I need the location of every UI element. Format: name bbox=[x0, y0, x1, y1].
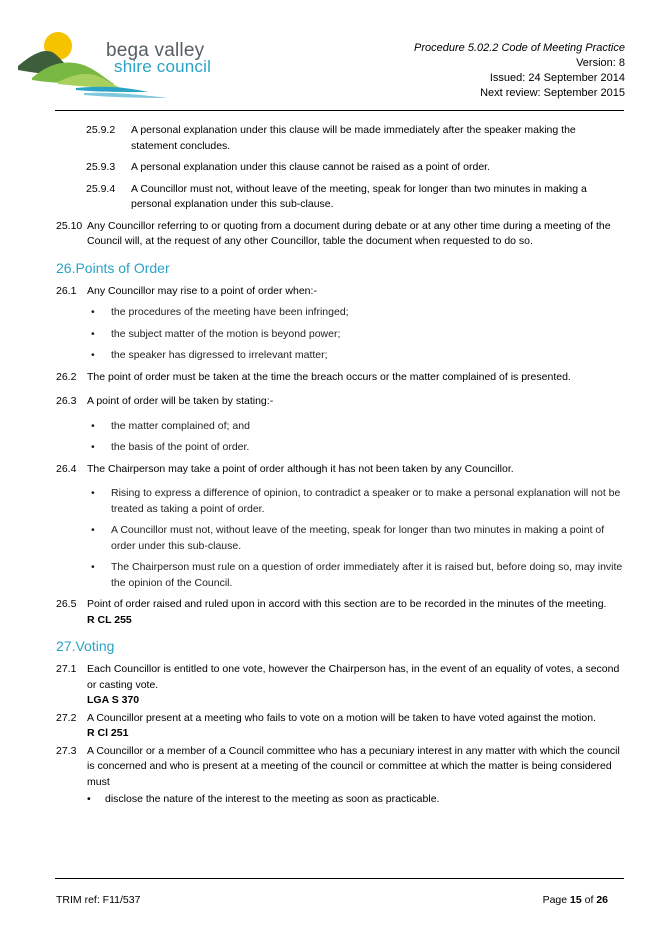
version-label: Version: 8 bbox=[576, 57, 625, 69]
clause-number: 27.3 bbox=[56, 744, 77, 757]
clause-text: A Councillor or a member of a Council committee who has a pecuniary interest in any matter with which the council is concerned and who is present at a meeting of the council or committee at which the matter is being considered must bbox=[87, 744, 620, 788]
page-number bbox=[543, 893, 608, 907]
clause-text: A Councillor must not, without leave of the meeting, speak for longer than two minutes in making a personal explanation under this sub-clause. bbox=[131, 182, 587, 210]
procedure-title: Procedure 5.02.2 Code of Meeting Practice bbox=[414, 42, 625, 54]
clause-number: 26.5 bbox=[56, 598, 77, 610]
header-rule bbox=[55, 110, 624, 111]
clause-27-3 bbox=[56, 744, 624, 791]
clause-text: A Councillor present at a meeting who fails to vote on a motion will be taken to have voted against the motion. bbox=[87, 711, 596, 724]
clause-25-10 bbox=[56, 219, 624, 250]
clause-number: 25.9.2 bbox=[86, 124, 116, 136]
bullet-text: the speaker has digressed to irrelevant matter; bbox=[111, 349, 328, 361]
bullet-text: the basis of the point of order. bbox=[111, 441, 250, 453]
bullet-text: the subject matter of the motion is beyond power; bbox=[111, 327, 341, 340]
clause-text: A personal explanation under this clause will be made immediately after the speaker making the statement concludes. bbox=[131, 124, 576, 152]
bullet-item bbox=[56, 523, 624, 554]
clause-26-2 bbox=[56, 370, 624, 386]
clause-number: 25.9.4 bbox=[86, 182, 116, 195]
bullet-text: the procedures of the meeting have been infringed; bbox=[111, 306, 349, 318]
bullet-item bbox=[56, 440, 624, 456]
clause-25-9-2 bbox=[56, 123, 624, 154]
bullet-text: A Councillor must not, without leave of the meeting, speak for longer than two minutes in making a point of order under this sub-clause. bbox=[111, 524, 605, 552]
bullet-icon: • bbox=[91, 349, 95, 361]
clause-number: 26.4 bbox=[56, 462, 77, 475]
bullet-icon: • bbox=[91, 306, 95, 318]
next-review: Next review: September 2015 bbox=[480, 87, 625, 99]
bullet-icon: • bbox=[91, 524, 95, 536]
clause-text: Any Councillor may rise to a point of order when:- bbox=[87, 284, 317, 297]
page-of: of bbox=[581, 894, 597, 906]
bullet-item bbox=[56, 327, 624, 343]
clause-text: The Chairperson may take a point of order although it has not been taken by any Councillor. bbox=[87, 462, 514, 475]
logo-text-line1: bega valley bbox=[106, 40, 205, 61]
bullet-icon: • bbox=[91, 419, 95, 432]
document-header bbox=[414, 41, 625, 101]
clause-number: 25.9.3 bbox=[86, 161, 116, 173]
clause-number: 27.2 bbox=[56, 711, 77, 724]
bullet-text: Rising to express a difference of opinion, to contradict a speaker or to make a personal explanation will not be treated as taking a point of order. bbox=[111, 487, 621, 515]
clause-27-2 bbox=[56, 711, 624, 742]
clause-26-5 bbox=[56, 597, 624, 628]
current-page: 15 bbox=[570, 894, 582, 906]
issued-date: Issued: 24 September 2014 bbox=[489, 72, 625, 84]
clause-text: The point of order must be taken at the time the breach occurs or the matter complained of is presented. bbox=[87, 370, 571, 383]
bullet-item bbox=[56, 348, 624, 364]
bullet-item bbox=[56, 419, 624, 435]
clause-25-9-3 bbox=[56, 160, 624, 176]
section-heading-points-of-order: 26.Points of Order bbox=[56, 259, 170, 276]
bullet-item bbox=[56, 305, 624, 321]
clause-26-4 bbox=[56, 462, 624, 478]
bullet-icon: • bbox=[87, 793, 91, 805]
page-prefix: Page bbox=[542, 894, 571, 906]
logo-water-1 bbox=[76, 87, 148, 92]
clause-number: 26.1 bbox=[56, 284, 77, 297]
clause-text: A personal explanation under this clause cannot be raised as a point of order. bbox=[131, 161, 490, 173]
bullet-text: The Chairperson must rule on a question of order immediately after it is raised but, before doing so, may invite the opinion of the Council. bbox=[111, 561, 623, 589]
clause-text: A point of order will be taken by stating:- bbox=[87, 395, 274, 407]
clause-number: 27.1 bbox=[56, 663, 77, 675]
clause-26-3 bbox=[56, 394, 624, 410]
total-pages: 26 bbox=[596, 894, 608, 906]
bullet-icon: • bbox=[91, 487, 95, 499]
footer-rule bbox=[55, 878, 624, 879]
clause-number: 26.2 bbox=[56, 370, 77, 383]
clause-number: 26.3 bbox=[56, 395, 77, 407]
clause-26-1 bbox=[56, 284, 624, 300]
clause-text: Each Councillor is entitled to one vote, however the Chairperson has, in the event of an equality of votes, a second or casting vote. bbox=[87, 663, 620, 691]
bullet-item bbox=[56, 486, 624, 517]
clause-text: Any Councillor referring to or quoting from a document during debate or at any other time during a meeting of the Council will, at the request of any other Councillor, table the document when requested to do so. bbox=[87, 219, 611, 247]
document-footer bbox=[56, 893, 608, 907]
legislation-reference: R Cl 251 bbox=[87, 727, 129, 739]
bullet-icon: • bbox=[91, 561, 95, 573]
clause-27-1 bbox=[56, 662, 624, 709]
bullet-icon: • bbox=[91, 441, 95, 453]
legislation-reference: LGA S 370 bbox=[87, 694, 140, 706]
bullet-item bbox=[56, 560, 624, 591]
bullet-item bbox=[56, 792, 624, 808]
bullet-text: disclose the nature of the interest to the meeting as soon as practicable. bbox=[105, 793, 440, 805]
page-content bbox=[56, 123, 624, 812]
clause-text: Point of order raised and ruled upon in accord with this section are to be recorded in the minutes of the meeting. bbox=[87, 598, 607, 610]
section-heading-voting: 27.Voting bbox=[56, 638, 115, 654]
logo-text-line2: shire council bbox=[114, 57, 212, 76]
clause-number: 25.10 bbox=[56, 219, 83, 232]
logo-water-2 bbox=[84, 93, 168, 98]
legislation-reference: R CL 255 bbox=[87, 613, 132, 626]
trim-reference: TRIM ref: F11/537 bbox=[56, 894, 141, 906]
bullet-text: the matter complained of; and bbox=[111, 419, 250, 432]
bullet-icon: • bbox=[91, 327, 95, 340]
clause-25-9-4 bbox=[56, 182, 624, 213]
